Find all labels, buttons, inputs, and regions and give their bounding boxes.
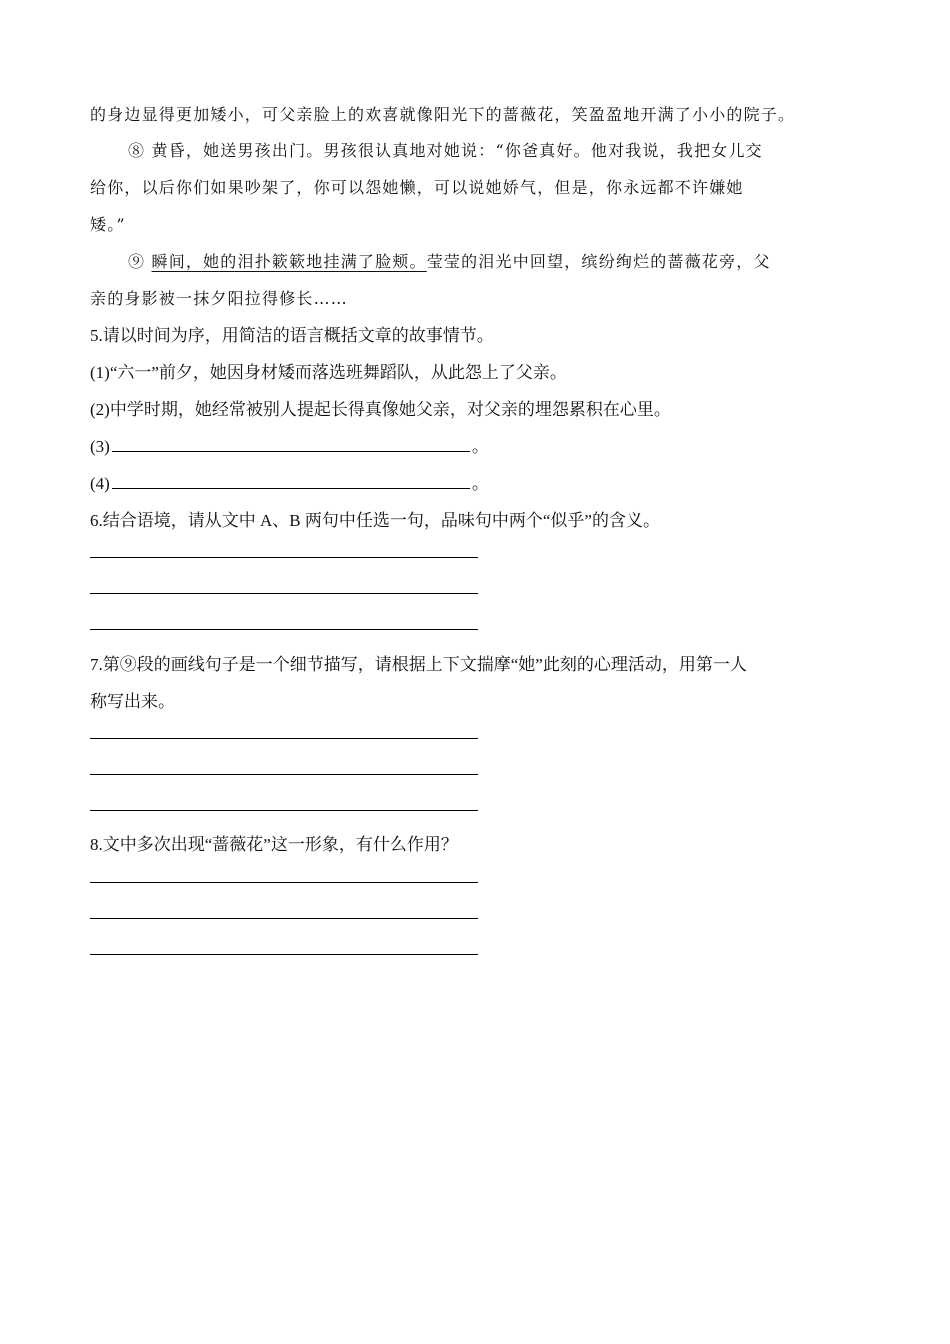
question-5-item-4 bbox=[90, 469, 489, 494]
end-mark: 。 bbox=[471, 474, 489, 493]
answer-blank[interactable] bbox=[112, 470, 470, 489]
paragraph-9-line bbox=[128, 249, 771, 272]
question-8-prompt: 8.文中多次出现“蔷薇花”这一形象，有什么作用？ bbox=[90, 835, 458, 854]
question-5-item-3 bbox=[90, 432, 489, 457]
paragraph-8-line: ⑧ 黄昏，她送男孩出门。男孩很认真地对她说：“你爸真好。他对我说，我把女儿交 bbox=[128, 141, 763, 160]
paragraph-9-line: 亲的身影被一抹夕阳拉得修长…… bbox=[90, 289, 349, 308]
answer-line[interactable] bbox=[90, 954, 478, 955]
paragraph-8-line: 给你，以后你们如果吵架了，你可以怨她懒，可以说她娇气，但是，你永远都不许嫌她 bbox=[90, 178, 744, 197]
item-label: (3) bbox=[90, 437, 110, 456]
question-7-prompt: 称写出来。 bbox=[90, 692, 175, 711]
passage-line: 的身边显得更加矮小，可父亲脸上的欢喜就像阳光下的蔷薇花，笑盈盈地开满了小小的院子。 bbox=[90, 105, 796, 124]
answer-blank[interactable] bbox=[112, 433, 470, 452]
paragraph-8-line: 矮。” bbox=[90, 215, 126, 234]
question-7-prompt: 7.第⑨段的画线句子是一个细节描写，请根据上下文揣摩“她”此刻的心理活动，用第一人 bbox=[90, 655, 747, 674]
paragraph-9-text: 莹莹的泪光中回望，缤纷绚烂的蔷薇花旁，父 bbox=[426, 252, 771, 271]
question-5-item-1: (1)“六一”前夕，她因身材矮而落选班舞蹈队，从此怨上了父亲。 bbox=[90, 363, 567, 382]
answer-line[interactable] bbox=[90, 918, 478, 919]
underlined-sentence: 瞬间，她的泪扑簌簌地挂满了脸颊。 bbox=[151, 252, 427, 271]
answer-line[interactable] bbox=[90, 593, 478, 594]
question-5-item-2: (2)中学时期，她经常被别人提起长得真像她父亲，对父亲的埋怨累积在心里。 bbox=[90, 400, 671, 419]
question-5-prompt: 5.请以时间为序，用简洁的语言概括文章的故事情节。 bbox=[90, 326, 494, 345]
item-label: (4) bbox=[90, 474, 110, 493]
question-6-prompt: 6.结合语境，请从文中 A、B 两句中任选一句，品味句中两个“似乎”的含义。 bbox=[90, 511, 660, 530]
end-mark: 。 bbox=[471, 437, 489, 456]
answer-line[interactable] bbox=[90, 738, 478, 739]
answer-line[interactable] bbox=[90, 882, 478, 883]
answer-line[interactable] bbox=[90, 629, 478, 630]
answer-line[interactable] bbox=[90, 557, 478, 558]
answer-line[interactable] bbox=[90, 810, 478, 811]
paragraph-marker: ⑨ bbox=[128, 252, 152, 271]
answer-line[interactable] bbox=[90, 774, 478, 775]
